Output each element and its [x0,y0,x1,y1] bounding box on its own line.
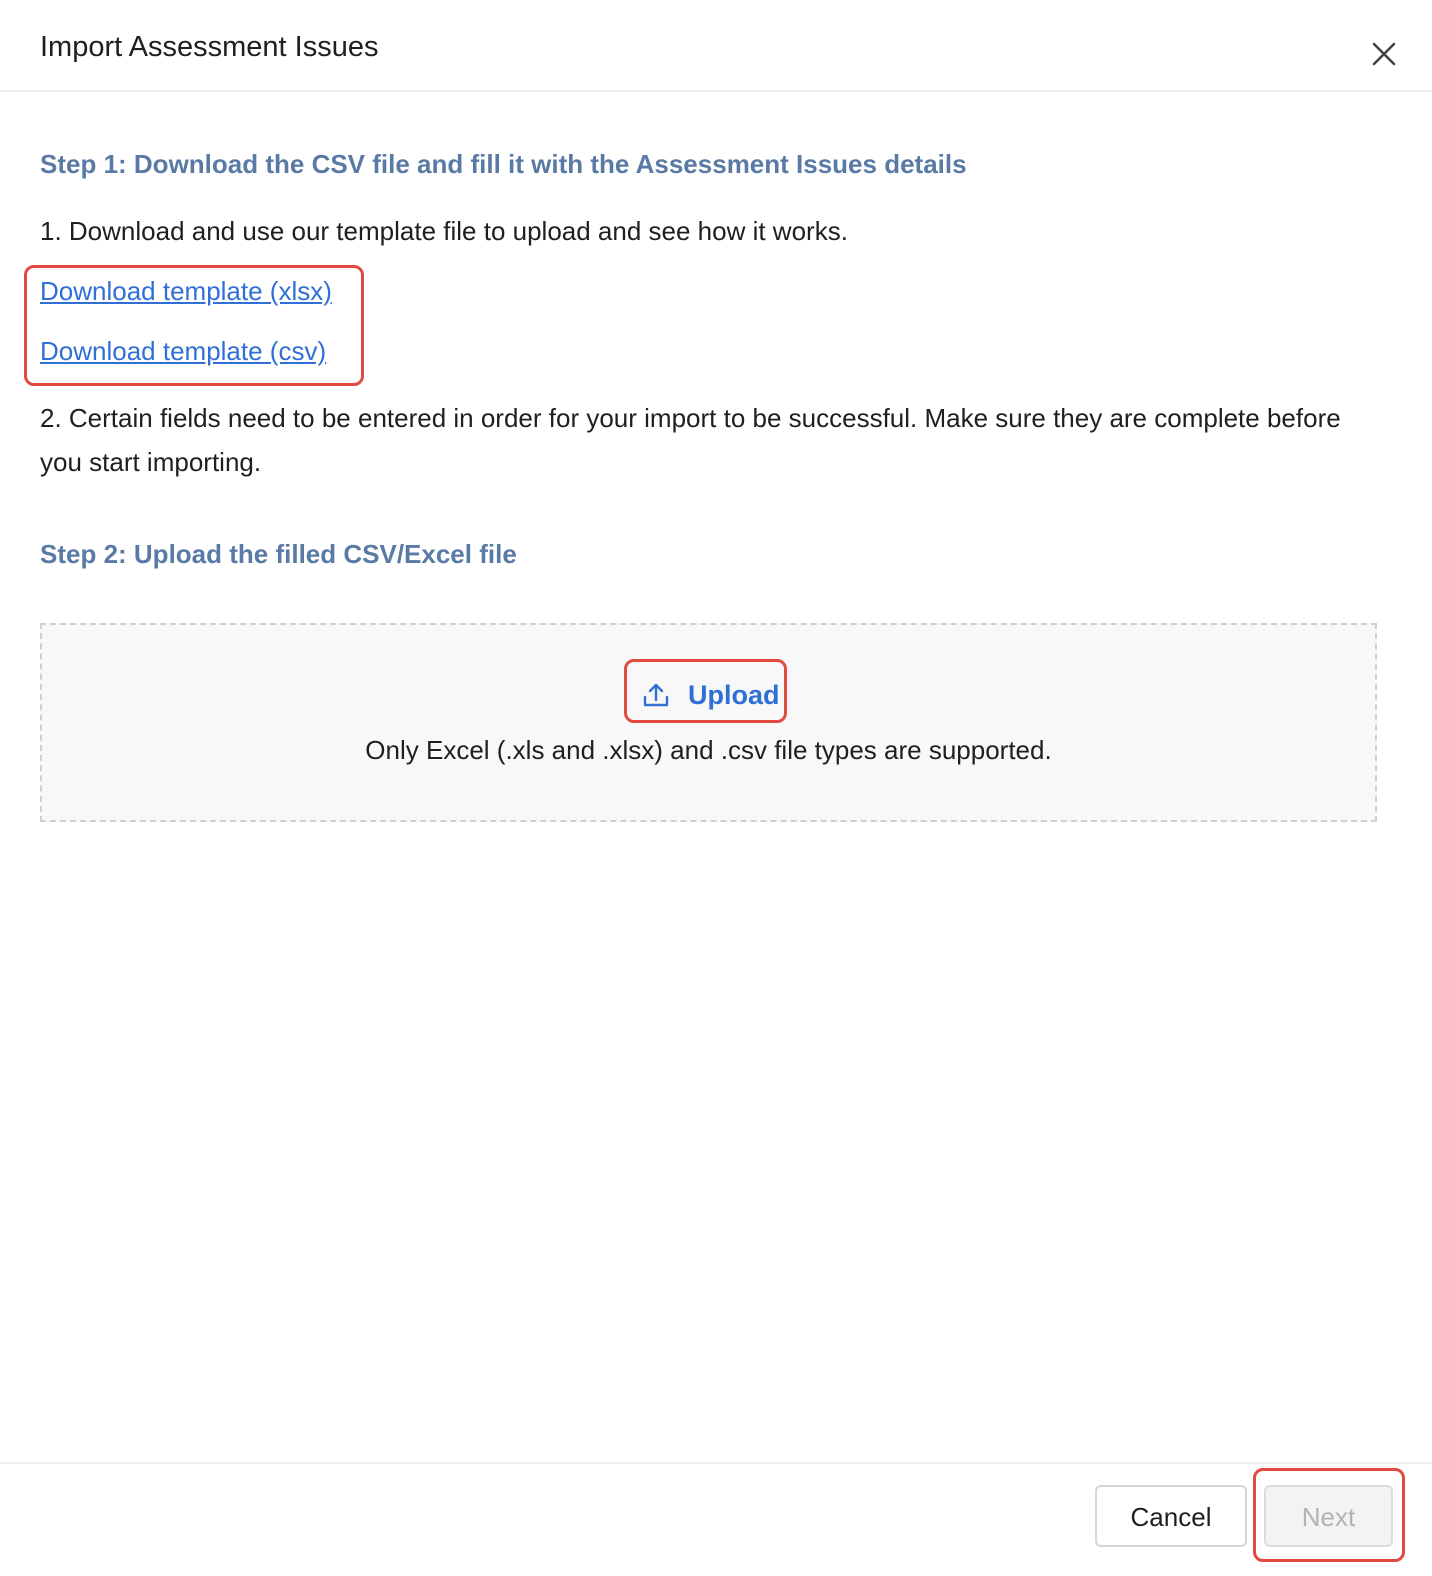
dialog-header [0,0,1432,92]
close-icon [1366,36,1402,72]
close-button[interactable] [1366,36,1402,72]
step2-heading: Step 2: Upload the filled CSV/Excel file [40,539,517,569]
step1-heading: Step 1: Download the CSV file and fill it with the Assessment Issues details [40,149,967,179]
download-template-xlsx-link[interactable]: Download template (xlsx) [40,276,332,306]
download-template-csv-link[interactable]: Download template (csv) [40,336,327,366]
cancel-button[interactable]: Cancel [1095,1485,1247,1547]
supported-file-types-note: Only Excel (.xls and .xlsx) and .csv file types are supported. [365,735,1052,765]
upload-icon [642,681,670,709]
next-button[interactable]: Next [1264,1485,1393,1547]
upload-button[interactable] [642,676,780,714]
upload-label: Upload [688,680,780,710]
dialog-title: Import Assessment Issues [40,31,379,63]
upload-dropzone[interactable] [40,623,1377,822]
step1-instruction-1: 1. Download and use our template file to upload and see how it works. [40,216,848,246]
step1-instruction-2: 2. Certain fields need to be entered in order for your import to be successful. Make sure they are complete before you start importing. [40,403,1341,477]
